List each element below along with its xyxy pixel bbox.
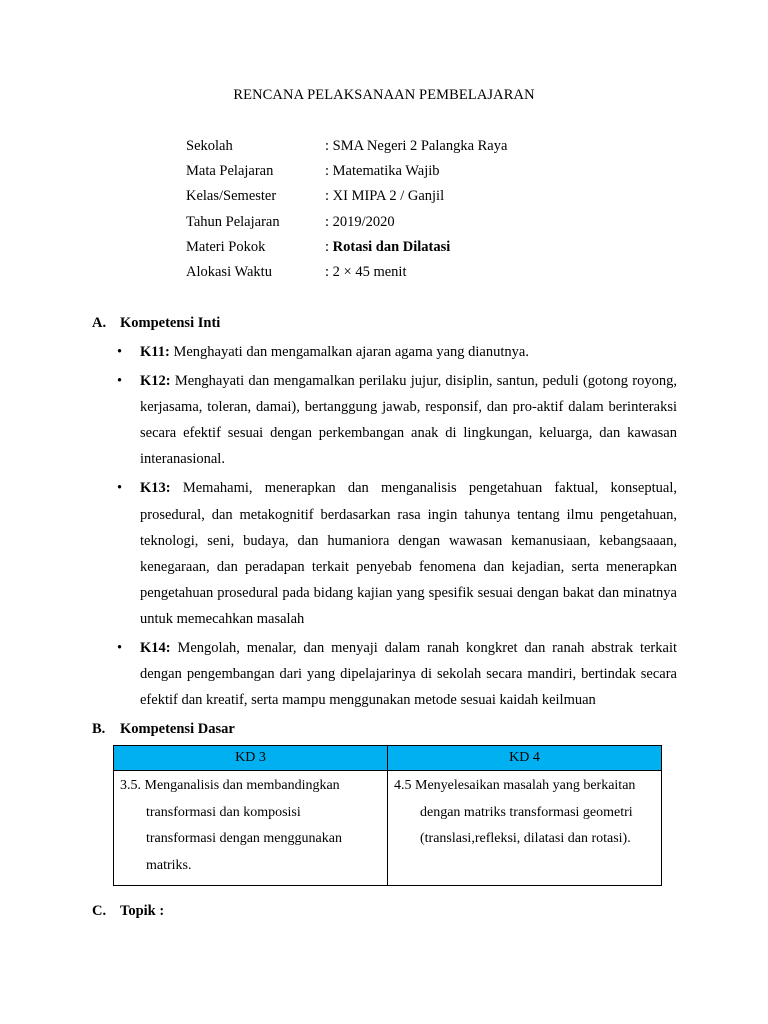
list-item	[117, 368, 677, 472]
kd3-line: matriks.	[146, 857, 192, 873]
info-value: : SMA Negeri 2 Palangka Raya	[325, 138, 508, 154]
list-item-text	[140, 635, 677, 713]
info-row-tahun-pelajaran	[186, 212, 507, 237]
list-item	[117, 339, 677, 365]
ki-code: K11:	[140, 344, 170, 360]
table-cell-kd4	[388, 771, 662, 886]
info-row-mata-pelajaran	[186, 161, 507, 186]
info-value: : Matematika Wajib	[325, 163, 440, 180]
list-item-text	[140, 368, 677, 472]
section-title: Kompetensi Inti	[120, 315, 221, 331]
section-b-heading	[92, 721, 235, 738]
ki-description: Menghayati dan mengamalkan perilaku jujur, disiplin, santun, peduli (gotong royong, kerjasama, toleran, damai), bertanggung jawab, responsif, dan pro-aktif dalam berinteraksi secara efektif sesuai dengan perkembangan anak di lingkungan, keluarga, dan kawasan interanasional.	[140, 373, 677, 468]
info-row-alokasi-waktu	[186, 262, 507, 287]
kd3-line: transformasi dengan menggunakan	[146, 831, 342, 846]
kd3-line: transformasi dan komposisi	[146, 804, 301, 820]
ki-description: Mengolah, menalar, dan menyaji dalam ranah kongkret dan ranah abstrak terkait dengan pengembangan dari yang dipelajarinya di sekolah secara mandiri, bertindak secara efektif dan kreatif, serta mampu menggunakan metode sesuai kaidah keilmuan	[140, 640, 677, 709]
document-title: RENCANA PELAKSANAAN PEMBELAJARAN	[233, 87, 535, 103]
kd4-first-line: 4.5 Menyelesaikan masalah yang berkaitan	[394, 778, 636, 793]
list-item-text	[140, 475, 677, 632]
ki-description: Memahami, menerapkan dan menganalisis pengetahuan faktual, konseptual, prosedural, dan metakognitif berdasarkan rasa ingin tahunya tentang ilmu pengetahuan, teknologi, seni, budaya, dan humaniora dengan wawasan kemanusiaan, kebangsaaan, kenegaraan, dan peradapan terkait penyebab fenomena dan kejadian, serta menerapkan pengetahuan prosedural pada bidang kajian yang spesifik sesuai dengan bakat dan minatnya untuk memecahkan masalah	[140, 480, 677, 627]
info-value: : 2019/2020	[325, 213, 395, 230]
list-item	[117, 635, 677, 713]
kompetensi-inti-list	[117, 339, 677, 716]
section-title: Kompetensi Dasar	[120, 721, 235, 737]
info-value	[325, 237, 450, 262]
section-letter: B.	[92, 721, 106, 737]
info-value: : XI MIPA 2 / Ganjil	[325, 188, 445, 205]
list-item	[117, 475, 677, 632]
kd3-first-line: 3.5. Menganalisis dan membandingkan	[120, 778, 340, 793]
ki-description: Menghayati dan mengamalkan ajaran agama yang dianutnya.	[169, 344, 529, 360]
bullet: •	[117, 480, 123, 497]
kd4-line: (translasi,refleksi, dilatasi dan rotasi).	[420, 831, 631, 846]
section-title: Topik :	[120, 903, 165, 919]
info-row-kelas-semester	[186, 186, 507, 211]
table-header-row	[114, 746, 662, 771]
table-row	[114, 771, 662, 886]
section-letter: A.	[92, 315, 107, 331]
info-block	[186, 136, 507, 287]
bullet: •	[117, 373, 123, 390]
list-item-text	[140, 339, 677, 365]
info-label: Sekolah	[186, 138, 233, 154]
ki-code: K14:	[140, 640, 171, 657]
bullet: •	[117, 640, 123, 657]
ki-code: K13:	[140, 480, 171, 497]
section-c-heading	[92, 903, 164, 920]
bullet: •	[117, 344, 123, 360]
info-value-bold: Rotasi dan Dilatasi	[332, 238, 451, 255]
info-label: Materi Pokok	[186, 238, 266, 255]
table-header-kd3: KD 3	[114, 746, 388, 771]
kd4-line: dengan matriks transformasi geometri	[420, 804, 633, 820]
info-label: Alokasi Waktu	[186, 263, 272, 280]
table-cell-kd3	[114, 771, 388, 886]
info-value-prefix: :	[325, 238, 333, 255]
info-row-sekolah	[186, 136, 507, 161]
section-a-heading	[92, 315, 220, 332]
info-label: Tahun Pelajaran	[186, 213, 280, 230]
section-letter: C.	[92, 903, 107, 919]
info-label: Kelas/Semester	[186, 188, 277, 205]
table-header-kd4: KD 4	[388, 746, 662, 771]
kompetensi-dasar-table	[113, 745, 662, 886]
info-label: Mata Pelajaran	[186, 163, 274, 180]
info-row-materi-pokok	[186, 237, 507, 262]
info-value: : 2 × 45 menit	[325, 263, 407, 280]
ki-code: K12:	[140, 373, 171, 390]
